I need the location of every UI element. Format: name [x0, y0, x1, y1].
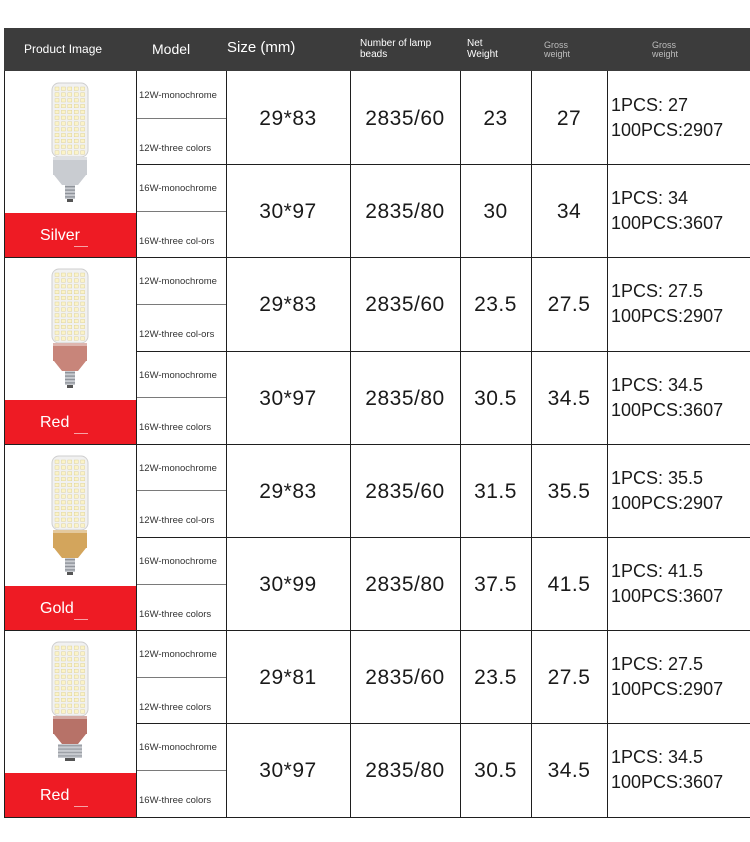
size-value: 29*83	[259, 107, 317, 130]
color-label	[4, 773, 136, 817]
package-weight-1pcs: 1PCS: 27.5	[611, 281, 704, 302]
grid-line	[350, 71, 351, 817]
net-weight-value: 37.5	[474, 573, 517, 596]
grid-line	[136, 397, 226, 398]
header-lamp-beads-line1: Number of lamp	[360, 38, 432, 49]
grid-line	[136, 351, 750, 352]
grid-line	[136, 490, 226, 491]
product-image	[4, 261, 136, 402]
grid-line	[136, 723, 750, 724]
color-label-text: Red	[40, 786, 70, 804]
size-value: 30*97	[259, 759, 317, 783]
color-label-text: Red	[40, 413, 70, 431]
lamp-beads-value: 2835/80	[365, 200, 445, 224]
net-weight-value: 23	[483, 107, 508, 130]
color-label	[4, 213, 136, 257]
model-name: 16W-monochrome	[139, 742, 217, 754]
lamp-beads-value: 2835/60	[365, 293, 445, 317]
spec-table	[4, 28, 750, 818]
net-weight-value: 30.5	[474, 759, 517, 783]
package-weight-100pcs: 100PCS:2907	[611, 679, 724, 700]
net-weight-value: 31.5	[474, 479, 517, 503]
package-weight	[611, 745, 723, 795]
grid-line	[607, 71, 608, 817]
model-name: 12W-three col-ors	[139, 329, 215, 340]
grid-line	[136, 584, 226, 585]
lamp-beads-value: 2835/80	[365, 573, 445, 596]
gross-weight-value: 35.5	[547, 479, 591, 503]
color-label-underline	[74, 246, 88, 247]
header-net-weight-line1: Net	[467, 38, 483, 49]
gross-weight-value: 27	[556, 107, 582, 130]
package-weight-100pcs: 100PCS:3607	[611, 586, 724, 606]
package-weight-1pcs: 1PCS: 34.5	[611, 374, 704, 395]
header-model: Model	[152, 41, 191, 57]
table-header	[4, 28, 750, 71]
net-weight-value: 23.5	[474, 293, 517, 317]
grid-line	[136, 71, 137, 817]
model-name: 16W-monochrome	[139, 369, 217, 381]
bulb-image	[4, 634, 136, 770]
size-value: 29*83	[259, 479, 317, 503]
size-value: 30*97	[259, 386, 317, 410]
color-label-underline	[74, 433, 88, 434]
package-weight-100pcs: 100PCS:2907	[611, 306, 724, 327]
grid-line	[136, 164, 750, 165]
grid-line	[531, 71, 532, 817]
bulb-image	[4, 448, 136, 584]
grid-line	[460, 71, 461, 817]
header-gross-weight-line1: Gross	[544, 40, 569, 50]
header-package-weight-line2: weight	[652, 49, 679, 60]
grid-line	[136, 770, 226, 771]
net-weight-value: 30	[483, 200, 508, 224]
model-name: 16W-three colors	[139, 795, 212, 806]
package-weight	[611, 93, 723, 143]
package-weight	[611, 466, 723, 516]
grid-line	[136, 211, 226, 212]
package-weight-100pcs: 100PCS:3607	[611, 772, 724, 793]
model-name: 12W-monochrome	[139, 462, 217, 474]
header-package-weight	[652, 41, 702, 60]
size-value: 29*81	[259, 666, 317, 690]
header-product-image: Product Image	[24, 42, 103, 56]
package-weight-100pcs: 100PCS:3607	[611, 213, 724, 234]
package-weight	[611, 559, 723, 609]
color-label-underline	[74, 806, 88, 807]
model-name: 16W-monochrome	[139, 183, 217, 195]
grid-line	[136, 118, 226, 119]
model-name: 12W-three colors	[139, 701, 212, 713]
package-weight	[611, 186, 723, 236]
product-image	[4, 448, 136, 589]
gross-weight-value: 27.5	[547, 666, 591, 690]
header-gross-weight	[544, 41, 594, 60]
lamp-beads-value: 2835/60	[365, 479, 445, 503]
lamp-beads-value: 2835/80	[365, 759, 445, 783]
gross-weight-value: 41.5	[547, 573, 591, 596]
grid-line	[4, 817, 750, 818]
size-value: 30*99	[259, 573, 317, 596]
color-label-text: Silver	[40, 227, 81, 245]
package-weight-1pcs: 1PCS: 35.5	[611, 467, 704, 488]
lamp-beads-value: 2835/60	[365, 666, 445, 690]
header-lamp-beads-line2: beads	[360, 48, 388, 60]
product-image	[4, 75, 136, 216]
model-name: 16W-three colors	[139, 422, 212, 434]
bulb-image	[4, 75, 136, 211]
net-weight-value: 30.5	[474, 386, 517, 410]
grid-line	[136, 304, 226, 305]
grid-line	[4, 630, 750, 631]
package-weight-100pcs: 100PCS:2907	[611, 120, 724, 140]
grid-line	[4, 71, 5, 817]
package-weight	[611, 652, 723, 702]
grid-line	[136, 677, 226, 678]
package-weight-1pcs: 1PCS: 27	[611, 95, 689, 115]
header-net-weight-line2: Weight	[467, 48, 498, 60]
color-label	[4, 586, 136, 630]
product-image	[4, 634, 136, 775]
color-label-underline	[74, 619, 88, 620]
gross-weight-value: 34	[556, 200, 582, 224]
gross-weight-value: 34.5	[547, 759, 591, 783]
package-weight-1pcs: 1PCS: 27.5	[611, 654, 704, 675]
header-net-weight	[467, 39, 517, 60]
header-size: Size (mm)	[227, 39, 296, 56]
model-name: 12W-monochrome	[139, 649, 217, 661]
grid-line	[4, 444, 750, 445]
net-weight-value: 23.5	[474, 666, 517, 690]
grid-line	[136, 537, 750, 538]
color-label-text: Gold	[40, 600, 74, 618]
lamp-beads-value: 2835/80	[365, 386, 445, 410]
color-label	[4, 400, 136, 444]
grid-line	[226, 71, 227, 817]
model-name: 16W-three col-ors	[139, 235, 215, 247]
model-name: 12W-three colors	[139, 142, 212, 154]
gross-weight-value: 27.5	[547, 293, 591, 317]
model-name: 12W-three col-ors	[139, 515, 215, 527]
model-name: 16W-monochrome	[139, 556, 217, 567]
grid-line	[4, 257, 750, 258]
header-lamp-beads	[360, 39, 450, 60]
model-name: 16W-three colors	[139, 608, 212, 620]
package-weight-1pcs: 1PCS: 34.5	[611, 747, 704, 768]
package-weight	[611, 373, 723, 423]
package-weight-100pcs: 100PCS:2907	[611, 492, 724, 513]
header-package-weight-line1: Gross	[652, 40, 677, 50]
size-value: 29*83	[259, 293, 317, 317]
model-name: 12W-monochrome	[139, 276, 217, 288]
size-value: 30*97	[259, 200, 317, 224]
package-weight-100pcs: 100PCS:3607	[611, 399, 724, 420]
header-gross-weight-line2: weight	[544, 49, 571, 60]
model-name: 12W-monochrome	[139, 90, 217, 101]
package-weight-1pcs: 1PCS: 41.5	[611, 561, 704, 581]
package-weight	[611, 279, 723, 329]
lamp-beads-value: 2835/60	[365, 107, 445, 130]
package-weight-1pcs: 1PCS: 34	[611, 188, 689, 209]
gross-weight-value: 34.5	[547, 386, 591, 410]
bulb-image	[4, 261, 136, 397]
